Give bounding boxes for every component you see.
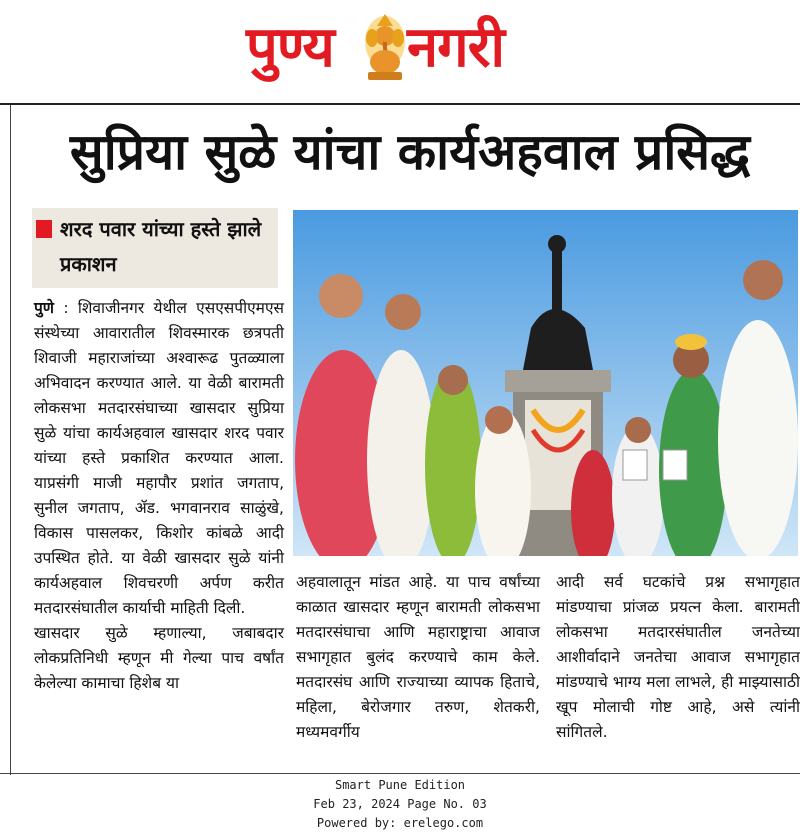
logo-text-right: नगरी <box>407 15 505 80</box>
article-column-2: अहवालातून मांडत आहे. या पाच वर्षांच्या काळात खासदार म्हणून बारामती लोकसभा मतदारसंघाचा आणि महाराष्ट्राचा आवाज सभागृहात बुलंद करण्याचे काम केले. मतदारसंघ आणि राज्याच्या व्यापक हिताचे, महिला, बेरोजगार तरुण, शेतकरी, मध्यमवर्गीय <box>296 573 540 741</box>
footer-edition: Smart Pune Edition <box>334 778 466 792</box>
ganesha-emblem-icon <box>362 12 408 84</box>
news-photo <box>293 210 798 556</box>
column-rule-left <box>10 105 11 775</box>
footer-powered-by: Powered by: erelego.com <box>316 816 484 830</box>
headline: सुप्रिया सुळे यांचा कार्यअहवाल प्रसिद्ध <box>69 123 751 181</box>
article-column-3: आदी सर्व घटकांचे प्रश्न सभागृहात मांडण्याचा प्रांजळ प्रयत्न केला. बारामती लोकसभा मतदारसंघातील जनतेच्या आशीर्वादाने जनतेचा आवाज सभागृहात मांडण्याचे भाग्य मला लाभले, ही माझ्यासाठी खूप मोलाची गोष्ट आहे, असे त्यांनी सांगितले. <box>556 573 800 741</box>
masthead-divider <box>0 103 800 105</box>
logo-text-left: पुण्य <box>246 15 334 80</box>
subhead-bullet-icon <box>36 220 52 238</box>
dateline: पुणे <box>34 299 55 317</box>
footer <box>0 776 800 833</box>
footer-divider <box>0 773 800 774</box>
footer-date-page: Feb 23, 2024 Page No. 03 <box>313 797 487 811</box>
news-photo-illustration <box>293 210 798 556</box>
article-column-1 <box>34 296 284 696</box>
column-1-text: : शिवाजीनगर येथील एसएसपीएमएस संस्थेच्या आवारातील शिवस्मारक छत्रपती शिवाजी महाराजांच्या अश्वारूढ पुतळ्याला अभिवादन करण्यात आले. या वेळी बारामती लोकसभा मतदारसंघाच्या खासदार सुप्रिया सुळे यांचा कार्यअहवाल खासदार शरद पवार यांच्या हस्ते प्रकाशित करण्यात आला. याप्रसंगी माजी महापौर प्रशांत जगताप, सुनील जगताप, ॲड. भगवानराव साळुंखे, विकास पासलकर, किशोर कांबळे आदी उपस्थित होते. या वेळी खासदार सुळे यांनी कार्यअहवाल शिवचरणी अर्पण करीत मतदारसंघातील कार्याची माहिती दिली. खासदार सुळे म्हणाल्या, जबाबदार लोकप्रतिनिधी म्हणून मी गेल्या पाच वर्षांत केलेल्या कामाचा हिशेब या <box>34 299 284 692</box>
subhead: शरद पवार यांच्या हस्ते झाले प्रकाशन <box>60 217 262 276</box>
subhead-box <box>32 208 278 288</box>
masthead <box>0 0 800 100</box>
